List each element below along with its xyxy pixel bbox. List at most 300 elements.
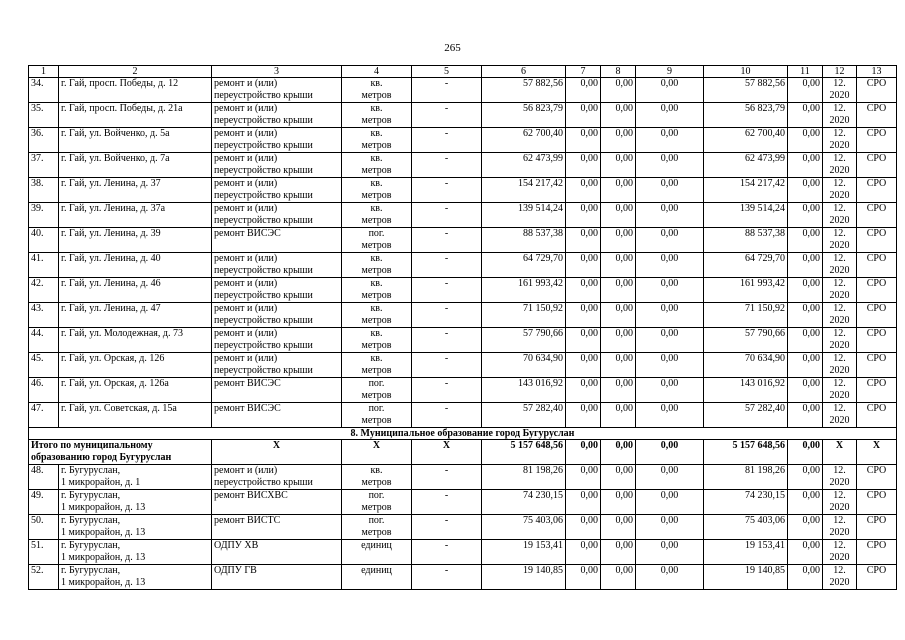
col8-value: 0,00: [615, 228, 633, 239]
method: СРО: [866, 228, 887, 239]
cell-work-type: [212, 353, 342, 378]
col5-value: -: [444, 78, 449, 89]
work-type-line2: переустройство крыши: [214, 477, 313, 488]
cell-work-type: [212, 465, 342, 490]
cell-method: [857, 228, 897, 253]
header-cell-10: [704, 66, 788, 78]
cell-total-label: [29, 440, 212, 465]
cell-deadline: [823, 228, 857, 253]
table-row: [29, 565, 897, 590]
cell-row-number: [29, 253, 59, 278]
total-cost: 19 153,41: [523, 540, 563, 551]
work-type-line2: переустройство крыши: [214, 115, 313, 126]
cell-fund-cost: [704, 103, 788, 128]
cell-fund-cost: [704, 490, 788, 515]
deadline-line2: 2020: [829, 502, 850, 513]
cell-total-cost: [482, 128, 566, 153]
work-type-line1: ремонт и (или): [214, 103, 278, 114]
cell-row-number: [29, 203, 59, 228]
col11-value: 0,00: [802, 253, 820, 264]
method: СРО: [866, 565, 887, 576]
col5-value: -: [444, 153, 449, 164]
address: г. Гай, ул. Ленина, д. 40: [61, 253, 161, 264]
work-type-line1: ремонт ВИСХВС: [214, 490, 288, 501]
work-type-line1: ремонт и (или): [214, 78, 278, 89]
cell-col7: [566, 353, 601, 378]
table-row: [29, 228, 897, 253]
unit-line2: метров: [361, 215, 392, 226]
method: СРО: [866, 278, 887, 289]
cell-col11: [788, 103, 823, 128]
cell-row-number: [29, 78, 59, 103]
cell-fund-cost: [704, 78, 788, 103]
unit-line2: метров: [361, 190, 392, 201]
cell-col11: [788, 515, 823, 540]
cell-total-col9: [636, 440, 704, 465]
cell-col8: [601, 328, 636, 353]
address: г. Гай, ул. Советская, д. 15а: [61, 403, 177, 414]
total-col9: 0,00: [660, 440, 679, 451]
total-cost: 81 198,26: [523, 465, 563, 476]
unit-line2: метров: [361, 165, 392, 176]
method: СРО: [866, 540, 887, 551]
work-type-line1: ремонт ВИСЭС: [214, 378, 281, 389]
col8-value: 0,00: [615, 278, 633, 289]
cell-fund-cost: [704, 328, 788, 353]
cell-col11: [788, 465, 823, 490]
cell-col9: [636, 328, 704, 353]
cell-method: [857, 128, 897, 153]
fund-cost: 75 403,06: [745, 515, 785, 526]
work-type-line1: ремонт и (или): [214, 328, 278, 339]
total-label-line2: образованию город Бугуруслан: [31, 452, 172, 463]
unit-line1: единиц: [361, 540, 392, 551]
col7-value: 0,00: [580, 303, 598, 314]
col7-value: 0,00: [580, 153, 598, 164]
cell-method: [857, 178, 897, 203]
deadline-line1: 12.: [833, 328, 846, 339]
cell-unit: [342, 228, 412, 253]
total-cost: 62 700,40: [523, 128, 563, 139]
cell-col7: [566, 490, 601, 515]
cell-col9: [636, 303, 704, 328]
cell-fund-cost: [704, 403, 788, 428]
row-number: 44.: [31, 328, 44, 339]
deadline-line2: 2020: [829, 190, 850, 201]
method: СРО: [866, 378, 887, 389]
cell-col9: [636, 378, 704, 403]
address: г. Гай, ул. Ленина, д. 47: [61, 303, 161, 314]
row-number: 39.: [31, 203, 44, 214]
cell-deadline: [823, 540, 857, 565]
cell-work-type: [212, 78, 342, 103]
cell-col9: [636, 178, 704, 203]
cell-total-cost: [482, 253, 566, 278]
cell-fund-cost: [704, 128, 788, 153]
col11-value: 0,00: [802, 78, 820, 89]
col8-value: 0,00: [615, 465, 633, 476]
method: СРО: [866, 128, 887, 139]
col11-value: 0,00: [802, 465, 820, 476]
col7-value: 0,00: [580, 515, 598, 526]
cell-col7: [566, 403, 601, 428]
method: СРО: [866, 153, 887, 164]
cell-deadline: [823, 78, 857, 103]
cell-col5: [412, 103, 482, 128]
cell-total-col13: [857, 440, 897, 465]
address: г. Гай, ул. Ленина, д. 46: [61, 278, 161, 289]
cell-col9: [636, 103, 704, 128]
cell-col7: [566, 228, 601, 253]
cell-address: [59, 378, 212, 403]
unit-line2: метров: [361, 290, 392, 301]
fund-cost: 154 217,42: [740, 178, 785, 189]
cell-unit: [342, 465, 412, 490]
col7-value: 0,00: [580, 228, 598, 239]
cell-col8: [601, 465, 636, 490]
cell-unit: [342, 378, 412, 403]
header-cell-8: [601, 66, 636, 78]
fund-cost: 161 993,42: [740, 278, 785, 289]
deadline-line1: 12.: [833, 378, 846, 389]
cell-col11: [788, 228, 823, 253]
cell-total-col11: [788, 440, 823, 465]
unit-line1: кв.: [370, 278, 383, 289]
row-number: 46.: [31, 378, 44, 389]
unit-line2: метров: [361, 527, 392, 538]
total-col11: 0,00: [802, 440, 820, 451]
cell-total-cost: [482, 540, 566, 565]
cell-address: [59, 515, 212, 540]
table-row: [29, 103, 897, 128]
row-number: 41.: [31, 253, 44, 264]
cell-unit: [342, 78, 412, 103]
cell-col9: [636, 565, 704, 590]
cell-method: [857, 515, 897, 540]
address-line2: 1 микрорайон, д. 13: [61, 552, 146, 563]
col8-value: 0,00: [615, 303, 633, 314]
cell-deadline: [823, 128, 857, 153]
method: СРО: [866, 490, 887, 501]
work-type-line2: переустройство крыши: [214, 140, 313, 151]
total-cost: 56 823,79: [523, 103, 563, 114]
page-number: 265: [444, 42, 461, 54]
header-cell-12: [823, 66, 857, 78]
cell-work-type: [212, 278, 342, 303]
total-col3: X: [272, 440, 281, 451]
work-type-line1: ремонт и (или): [214, 128, 278, 139]
work-type-line2: переустройство крыши: [214, 365, 313, 376]
cell-fund-cost: [704, 278, 788, 303]
col8-value: 0,00: [615, 328, 633, 339]
cell-work-type: [212, 565, 342, 590]
cell-address: [59, 153, 212, 178]
col11-value: 0,00: [802, 515, 820, 526]
table-row: [29, 353, 897, 378]
col9-value: 0,00: [660, 128, 679, 139]
cell-work-type: [212, 228, 342, 253]
cell-total-col3: [212, 440, 342, 465]
deadline-line2: 2020: [829, 315, 850, 326]
method: СРО: [866, 403, 887, 414]
table-row: [29, 128, 897, 153]
col9-value: 0,00: [660, 465, 679, 476]
table-row: [29, 540, 897, 565]
cell-deadline: [823, 178, 857, 203]
cell-col7: [566, 253, 601, 278]
cell-fund-cost: [704, 540, 788, 565]
table-row: [29, 78, 897, 103]
col8-value: 0,00: [615, 378, 633, 389]
cell-method: [857, 328, 897, 353]
total-cost: 154 217,42: [518, 178, 563, 189]
fund-cost: 62 473,99: [745, 153, 785, 164]
work-type-line1: ремонт ВИСЭС: [214, 403, 281, 414]
fund-cost: 57 282,40: [745, 403, 785, 414]
work-type-line1: ремонт ВИСЭС: [214, 228, 281, 239]
cell-total-col8: [601, 440, 636, 465]
cell-col11: [788, 490, 823, 515]
header-cell-1: [29, 66, 59, 78]
unit-line1: кв.: [370, 465, 383, 476]
work-type-line1: ремонт и (или): [214, 153, 278, 164]
section-header-row: [29, 428, 897, 440]
deadline-line2: 2020: [829, 265, 850, 276]
row-number: 50.: [31, 515, 44, 526]
cell-deadline: [823, 153, 857, 178]
cell-deadline: [823, 278, 857, 303]
table-row: [29, 153, 897, 178]
col7-value: 0,00: [580, 465, 598, 476]
col11-value: 0,00: [802, 565, 820, 576]
cell-fund-cost: [704, 378, 788, 403]
table-row: [29, 465, 897, 490]
fund-cost: 143 016,92: [740, 378, 785, 389]
cell-row-number: [29, 515, 59, 540]
col9-value: 0,00: [660, 278, 679, 289]
address-line1: г. Бугуруслан,: [61, 540, 121, 551]
cell-method: [857, 565, 897, 590]
address: г. Гай, ул. Ленина, д. 37: [61, 178, 161, 189]
table-row: [29, 328, 897, 353]
cell-work-type: [212, 490, 342, 515]
deadline-line1: 12.: [833, 565, 846, 576]
work-type-line2: переустройство крыши: [214, 215, 313, 226]
col7-value: 0,00: [580, 178, 598, 189]
deadline-line1: 12.: [833, 465, 846, 476]
col7-value: 0,00: [580, 203, 598, 214]
cell-unit: [342, 328, 412, 353]
unit-line2: метров: [361, 315, 392, 326]
col9-value: 0,00: [660, 515, 679, 526]
cell-col7: [566, 565, 601, 590]
header-cell: 4: [374, 66, 379, 77]
total-cost: 19 140,85: [523, 565, 563, 576]
cell-address: [59, 178, 212, 203]
cell-col5: [412, 178, 482, 203]
col9-value: 0,00: [660, 378, 679, 389]
col5-value: -: [444, 378, 449, 389]
unit-line1: пог.: [368, 378, 385, 389]
cell-row-number: [29, 178, 59, 203]
fund-cost: 56 823,79: [745, 103, 785, 114]
table-row: [29, 515, 897, 540]
total-cost: 161 993,42: [518, 278, 563, 289]
fund-cost: 74 230,15: [745, 490, 785, 501]
cell-total-cost: [482, 153, 566, 178]
cell-work-type: [212, 328, 342, 353]
cell-total-cost: [482, 328, 566, 353]
cell-address: [59, 103, 212, 128]
col8-value: 0,00: [615, 540, 633, 551]
col5-value: -: [444, 540, 449, 551]
total-col12: X: [835, 440, 844, 451]
cell-col9: [636, 128, 704, 153]
cell-fund-cost: [704, 253, 788, 278]
cell-deadline: [823, 403, 857, 428]
deadline-line2: 2020: [829, 552, 850, 563]
fund-cost: 57 882,56: [745, 78, 785, 89]
total-fund-sum: 5 157 648,56: [732, 440, 785, 451]
table-row: [29, 403, 897, 428]
cell-col11: [788, 328, 823, 353]
cell-deadline: [823, 465, 857, 490]
col7-value: 0,00: [580, 78, 598, 89]
cell-row-number: [29, 490, 59, 515]
cell-method: [857, 303, 897, 328]
cell-method: [857, 78, 897, 103]
address-line1: г. Бугуруслан,: [61, 565, 121, 576]
cell-fund-cost: [704, 178, 788, 203]
total-cost: 143 016,92: [518, 378, 563, 389]
row-number: 37.: [31, 153, 44, 164]
cell-col7: [566, 153, 601, 178]
cell-deadline: [823, 353, 857, 378]
cell-row-number: [29, 278, 59, 303]
cell-fund-cost: [704, 465, 788, 490]
cell-col5: [412, 465, 482, 490]
row-number: 35.: [31, 103, 44, 114]
col7-value: 0,00: [580, 565, 598, 576]
work-type-line2: переустройство крыши: [214, 315, 313, 326]
cell-address: [59, 303, 212, 328]
cell-work-type: [212, 128, 342, 153]
cell-fund-cost: [704, 353, 788, 378]
cell-col8: [601, 278, 636, 303]
cell-total-cost: [482, 515, 566, 540]
row-number: 51.: [31, 540, 44, 551]
cell-col8: [601, 103, 636, 128]
cell-total-cost: [482, 303, 566, 328]
unit-line2: метров: [361, 90, 392, 101]
row-number: 48.: [31, 465, 44, 476]
cell-col5: [412, 228, 482, 253]
unit-line2: метров: [361, 265, 392, 276]
cell-col8: [601, 353, 636, 378]
cell-row-number: [29, 103, 59, 128]
col9-value: 0,00: [660, 490, 679, 501]
cell-col9: [636, 203, 704, 228]
unit-line2: метров: [361, 415, 392, 426]
cell-method: [857, 490, 897, 515]
address-line2: 1 микрорайон, д. 13: [61, 577, 146, 588]
row-number: 38.: [31, 178, 44, 189]
row-number: 40.: [31, 228, 44, 239]
fund-cost: 57 790,66: [745, 328, 785, 339]
cell-col5: [412, 403, 482, 428]
cell-unit: [342, 565, 412, 590]
method: СРО: [866, 203, 887, 214]
col7-value: 0,00: [580, 490, 598, 501]
address: г. Гай, ул. Войченко, д. 5а: [61, 128, 170, 139]
deadline-line1: 12.: [833, 253, 846, 264]
cell-deadline: [823, 103, 857, 128]
total-col7: 0,00: [580, 440, 598, 451]
method: СРО: [866, 78, 887, 89]
cell-col5: [412, 353, 482, 378]
work-type-line1: ремонт и (или): [214, 353, 278, 364]
work-type-line2: переустройство крыши: [214, 190, 313, 201]
cell-method: [857, 103, 897, 128]
deadline-line1: 12.: [833, 228, 846, 239]
header-cell-5: [412, 66, 482, 78]
section-title: 8. Муниципальное образование город Бугуруслан: [350, 428, 575, 439]
table-row: [29, 278, 897, 303]
cell-unit: [342, 178, 412, 203]
cell-row-number: [29, 540, 59, 565]
cell-row-number: [29, 565, 59, 590]
unit-line1: кв.: [370, 178, 383, 189]
cell-col9: [636, 490, 704, 515]
col8-value: 0,00: [615, 490, 633, 501]
cell-col9: [636, 403, 704, 428]
cell-work-type: [212, 203, 342, 228]
col9-value: 0,00: [660, 403, 679, 414]
col7-value: 0,00: [580, 278, 598, 289]
col11-value: 0,00: [802, 490, 820, 501]
address: г. Гай, просп. Победы, д. 12: [61, 78, 179, 89]
total-row: [29, 440, 897, 465]
cell-method: [857, 353, 897, 378]
total-col4: X: [372, 440, 381, 451]
cell-method: [857, 540, 897, 565]
deadline-line1: 12.: [833, 490, 846, 501]
header-cell: 12: [834, 66, 845, 77]
header-cell-9: [636, 66, 704, 78]
header-cell: 7: [580, 66, 586, 77]
total-cost: 57 790,66: [523, 328, 563, 339]
cell-deadline: [823, 565, 857, 590]
method: СРО: [866, 353, 887, 364]
unit-line2: метров: [361, 502, 392, 513]
col9-value: 0,00: [660, 540, 679, 551]
deadline-line2: 2020: [829, 165, 850, 176]
work-type-line2: переустройство крыши: [214, 165, 313, 176]
header-cell-3: [212, 66, 342, 78]
cell-work-type: [212, 153, 342, 178]
total-cost-sum: 5 157 648,56: [510, 440, 563, 451]
col5-value: -: [444, 278, 449, 289]
col9-value: 0,00: [660, 228, 679, 239]
col9-value: 0,00: [660, 78, 679, 89]
work-type-line1: ремонт и (или): [214, 253, 278, 264]
col7-value: 0,00: [580, 128, 598, 139]
cell-method: [857, 278, 897, 303]
row-number: 52.: [31, 565, 44, 576]
address: г. Гай, ул. Орская, д. 126а: [61, 378, 169, 389]
total-cost: 62 473,99: [523, 153, 563, 164]
cell-row-number: [29, 128, 59, 153]
